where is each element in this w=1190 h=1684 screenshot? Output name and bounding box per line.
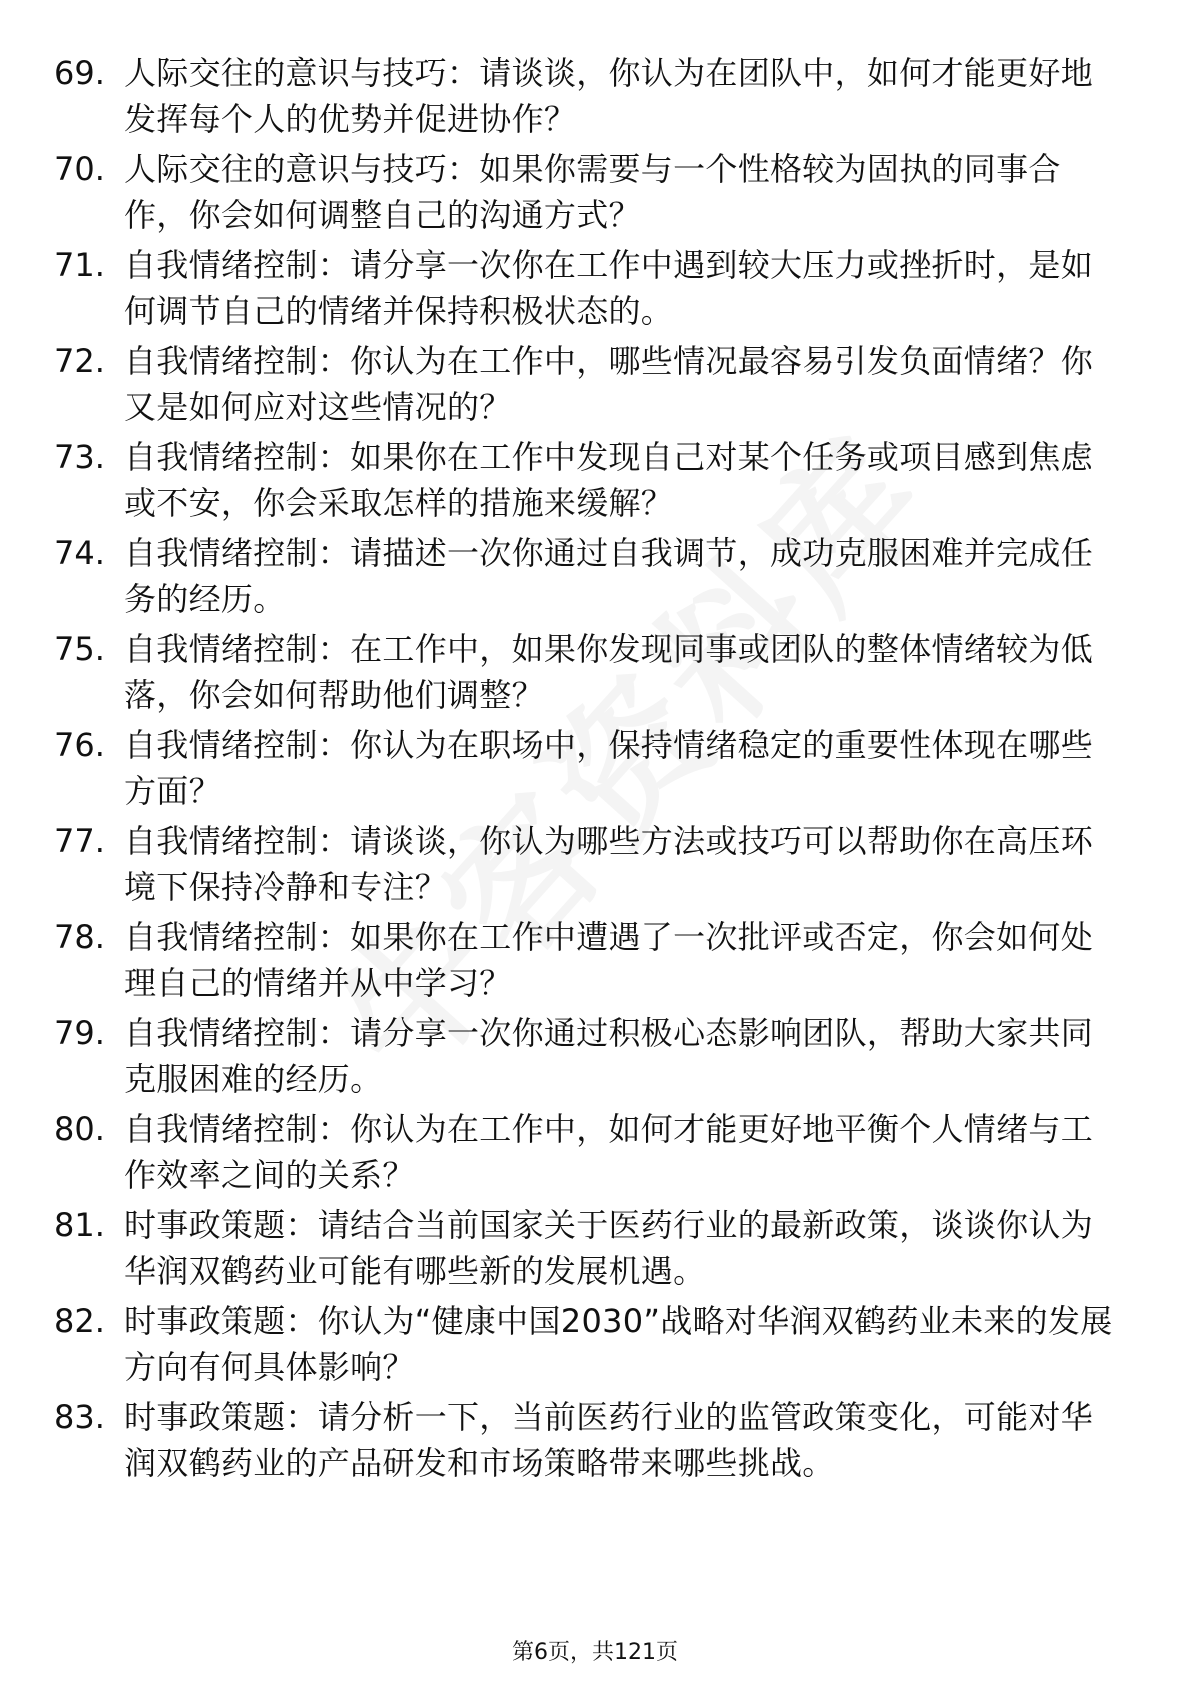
question-text: 自我情绪控制：请分享一次你通过积极心态影响团队，帮助大家共同克服困难的经历。 <box>124 1014 1094 1098</box>
question-item <box>54 722 1134 818</box>
question-item <box>54 1298 1134 1394</box>
question-number: 73. <box>54 438 105 476</box>
question-item <box>54 242 1134 338</box>
question-number: 71. <box>54 246 105 284</box>
question-number: 82. <box>54 1302 105 1340</box>
question-text: 时事政策题：你认为“健康中国2030”战略对华润双鹤药业未来的发展方向有何具体影响？ <box>124 1302 1113 1386</box>
question-item <box>54 338 1134 434</box>
question-item <box>54 1010 1134 1106</box>
question-item <box>54 1394 1134 1490</box>
question-item <box>54 434 1134 530</box>
question-item <box>54 1106 1134 1202</box>
question-number: 80. <box>54 1110 105 1148</box>
question-text: 自我情绪控制：请谈谈，你认为哪些方法或技巧可以帮助你在高压环境下保持冷静和专注？ <box>124 822 1094 906</box>
question-text: 人际交往的意识与技巧：如果你需要与一个性格较为固执的同事合作，你会如何调整自己的沟通方式？ <box>124 150 1061 234</box>
question-number: 78. <box>54 918 105 956</box>
question-text: 时事政策题：请分析一下，当前医药行业的监管政策变化，可能对华润双鹤药业的产品研发和市场策略带来哪些挑战。 <box>124 1398 1094 1482</box>
question-number: 81. <box>54 1206 105 1244</box>
question-number: 79. <box>54 1014 105 1052</box>
question-text: 自我情绪控制：你认为在职场中，保持情绪稳定的重要性体现在哪些方面？ <box>124 726 1094 810</box>
question-text: 自我情绪控制：你认为在工作中，如何才能更好地平衡个人情绪与工作效率之间的关系？ <box>124 1110 1094 1194</box>
question-text: 自我情绪控制：如果你在工作中发现自己对某个任务或项目感到焦虑或不安，你会采取怎样的措施来缓解？ <box>124 438 1094 522</box>
question-number: 77. <box>54 822 105 860</box>
question-item <box>54 626 1134 722</box>
question-text: 自我情绪控制：请分享一次你在工作中遇到较大压力或挫折时，是如何调节自己的情绪并保持积极状态的。 <box>124 246 1094 330</box>
question-number: 69. <box>54 54 105 92</box>
question-text: 自我情绪控制：请描述一次你通过自我调节，成功克服困难并完成任务的经历。 <box>124 534 1094 618</box>
question-item <box>54 818 1134 914</box>
question-text: 自我情绪控制：你认为在工作中，哪些情况最容易引发负面情绪？你又是如何应对这些情况的？ <box>124 342 1094 426</box>
question-item <box>54 1202 1134 1298</box>
question-item <box>54 914 1134 1010</box>
question-number: 70. <box>54 150 105 188</box>
question-number: 76. <box>54 726 105 764</box>
question-number: 75. <box>54 630 105 668</box>
question-item <box>54 530 1134 626</box>
question-number: 74. <box>54 534 105 572</box>
page-footer: 第6页，共121页 <box>512 1640 678 1665</box>
question-item <box>54 50 1134 146</box>
question-text: 自我情绪控制：如果你在工作中遭遇了一次批评或否定，你会如何处理自己的情绪并从中学习？ <box>124 918 1094 1002</box>
question-number: 83. <box>54 1398 105 1436</box>
question-item <box>54 146 1134 242</box>
question-text: 人际交往的意识与技巧：请谈谈，你认为在团队中，如何才能更好地发挥每个人的优势并促进协作？ <box>124 54 1094 138</box>
question-number: 72. <box>54 342 105 380</box>
question-text: 时事政策题：请结合当前国家关于医药行业的最新政策，谈谈你认为华润双鹤药业可能有哪些新的发展机遇。 <box>124 1206 1094 1290</box>
question-text: 自我情绪控制：在工作中，如果你发现同事或团队的整体情绪较为低落，你会如何帮助他们调整？ <box>124 630 1094 714</box>
